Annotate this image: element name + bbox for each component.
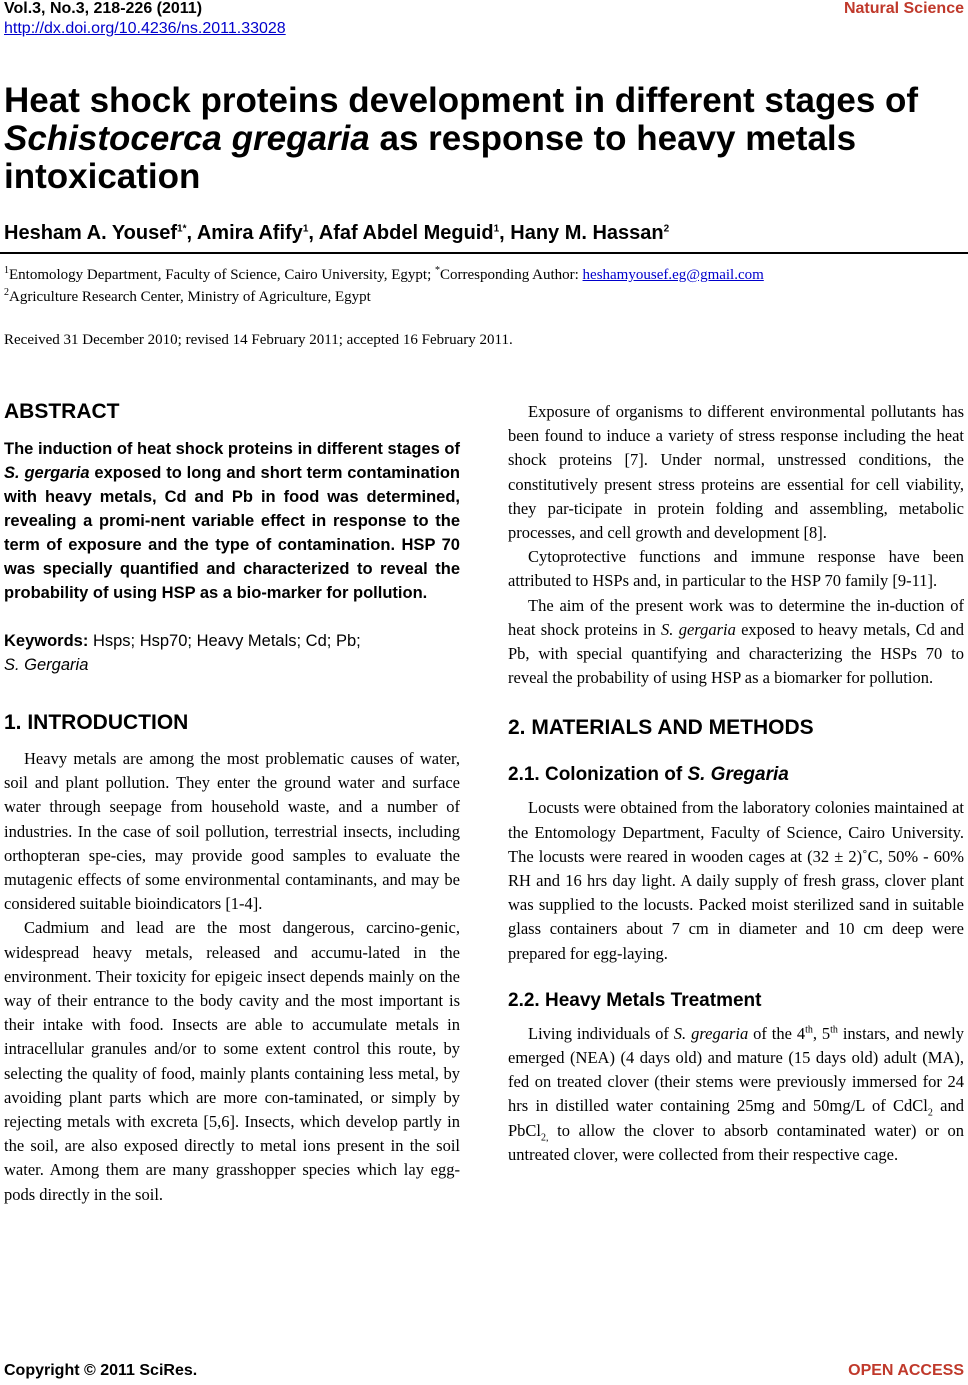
- author-separator: ,: [186, 222, 197, 244]
- abstract-text: The induction of heat shock proteins in different stages of S. gergaria exposed to long and short term contamination with heavy metals, Cd and Pb in food was determined, revealing a promi-nent variable effect in response to the term of exposure and the type of contamination. HSP 70 was specially quantified and characterized to reveal the probability of using HSP as a bio-marker for pollution.: [4, 440, 460, 602]
- author-list: [4, 222, 669, 245]
- title-part1: Heat shock proteins development in different stages of: [4, 81, 919, 120]
- author-affil: 2: [663, 223, 670, 235]
- intro-paragraph-3: Exposure of organisms to different environmental pollutants has been found to induce a variety of stress response including the heat shock proteins [7]. Under normal, unstressed conditions, the constitutively present stress proteins are essential for cell viability, they par-ticipate in protein folding and assembling, metabolic processes, and cell growth and development [8].: [508, 402, 964, 543]
- copyright: Copyright © 2011 SciRes.: [4, 1362, 198, 1379]
- received-dates: Received 31 December 2010; revised 14 February 2011; accepted 16 February 2011.: [4, 332, 513, 348]
- author-separator: ,: [308, 222, 319, 244]
- journal-volume: Vol.3, No.3, 218-226 (2011): [4, 0, 203, 17]
- author-affil: 1: [302, 223, 309, 235]
- header-divider: [0, 252, 968, 254]
- email-link[interactable]: heshamyousef.eg@gmail.com: [582, 267, 764, 283]
- paper-title: [4, 82, 964, 196]
- author-affil: 1: [493, 223, 500, 235]
- author-name: Amira Afify: [196, 222, 303, 244]
- intro-paragraph-4: Cytoprotective functions and immune response have been attributed to HSPs and, in particular to the HSP 70 family [9-11].: [508, 547, 964, 591]
- right-column: [508, 400, 964, 1167]
- affiliation-2: $^2$Agriculture Research Center, Ministry of Agriculture, Egypt: [4, 287, 371, 305]
- abstract-heading: ABSTRACT: [4, 400, 120, 423]
- section-2-2-paragraph: Living individuals of S. gregaria of the 4th, 5th instars, and newly emerged (NEA) (4 days old) and mature (15 days old) adult (MA), fed on treated clover (their stems were previously immersed for 24 hrs in distilled water containing 25mg and 50mg/L of CdCl$_2$ and PbCl$_{2,}$ to allow the clover to absorb contaminated water) or on untreated clover, were collected from their respective cage.: [508, 1023, 965, 1164]
- keywords: Keywords: Hsps; Hsp70; Heavy Metals; Cd; Pb; S. Gergaria: [4, 632, 361, 674]
- affiliations: [4, 264, 964, 308]
- section-2-2-heading: 2.2. Heavy Metals Treatment: [508, 989, 762, 1011]
- intro-paragraph-5: The aim of the present work was to determine the in-duction of heat shock proteins in S. gergaria exposed to heavy metals, Cd and Pb, with special quantifying and characterizing the HSPs 70 to reveal the probability of using HSP as a biomarker for pollution.: [508, 595, 965, 688]
- methods-heading: 2. MATERIALS AND METHODS: [508, 716, 814, 740]
- section-2-1-heading: 2.1. Colonization of S. Gregaria: [508, 764, 789, 786]
- doi-link[interactable]: http://dx.doi.org/10.4236/ns.2011.33028: [4, 20, 286, 37]
- author-affil: 1*: [177, 223, 187, 235]
- section-2-1-paragraph: Locusts were obtained from the laboratory colonies maintained at the Entomology Department, Faculty of Science, Cairo University. The locusts were reared in wooden cages at (32 ± 2)˚C, 50% - 60% RH and 16 hrs day light. A daily supply of fresh grass, clover plant was supplied to the locusts. Packed moist sterilized sand in suitable glass containers about 7 cm in diameter and 10 cm deep were prepared for egg-laying.: [508, 798, 964, 963]
- intro-heading: 1. INTRODUCTION: [4, 711, 189, 734]
- journal-name: Natural Science: [843, 0, 964, 17]
- keywords-label: Keywords:: [4, 632, 89, 650]
- title-species: Schistocerca gregaria: [4, 119, 370, 158]
- intro-paragraph-2: Cadmium and lead are the most dangerous, carcino-genic, widespread heavy metals, released and accumu-lated in the environment. Their toxicity for epigeic insect depends mainly on the way of their entrance to the body cavity and the most important is their intake with food. Insects are able to accumulate metals in intracellular granules and/or to some extent control this route, by selecting the quality of food, mainly plants containing less metal, by avoiding plant parts which are more con-taminated, or simply by rejecting metals with excreta [5,6]. Insects, which develop partly in the soil, are also exposed directly to metal ions present in the soil water. Among them are many grasshopper species which lay egg-pods directly in the soil.: [4, 918, 460, 1204]
- open-access-label: OPEN ACCESS: [848, 1362, 964, 1379]
- author-name: Afaf Abdel Meguid: [318, 222, 494, 244]
- left-column: [4, 400, 460, 1207]
- intro-paragraph-1: Heavy metals are among the most problematic causes of water, soil and plant pollution. They enter the ground water and surface water through seepage from household waste, and a number of industries. In the case of soil pollution, terrestrial insects, including orthopteran spe-cies, may provide good samples to evaluate the mutagenic effects of some environmental contaminants, and may be considered suitable bioindicators [1-4].: [4, 749, 460, 914]
- title-part2: as response to heavy metals intoxication: [4, 119, 857, 196]
- affiliation-1: $^1$Entomology Department, Faculty of Science, Cairo University, Egypt; *Corresponding Author: heshamyousef.eg@gmail.com: [4, 265, 764, 283]
- author-name: Hesham A. Yousef: [4, 222, 178, 244]
- author-name: Hany M. Hassan: [510, 222, 664, 244]
- author-separator: ,: [499, 222, 511, 244]
